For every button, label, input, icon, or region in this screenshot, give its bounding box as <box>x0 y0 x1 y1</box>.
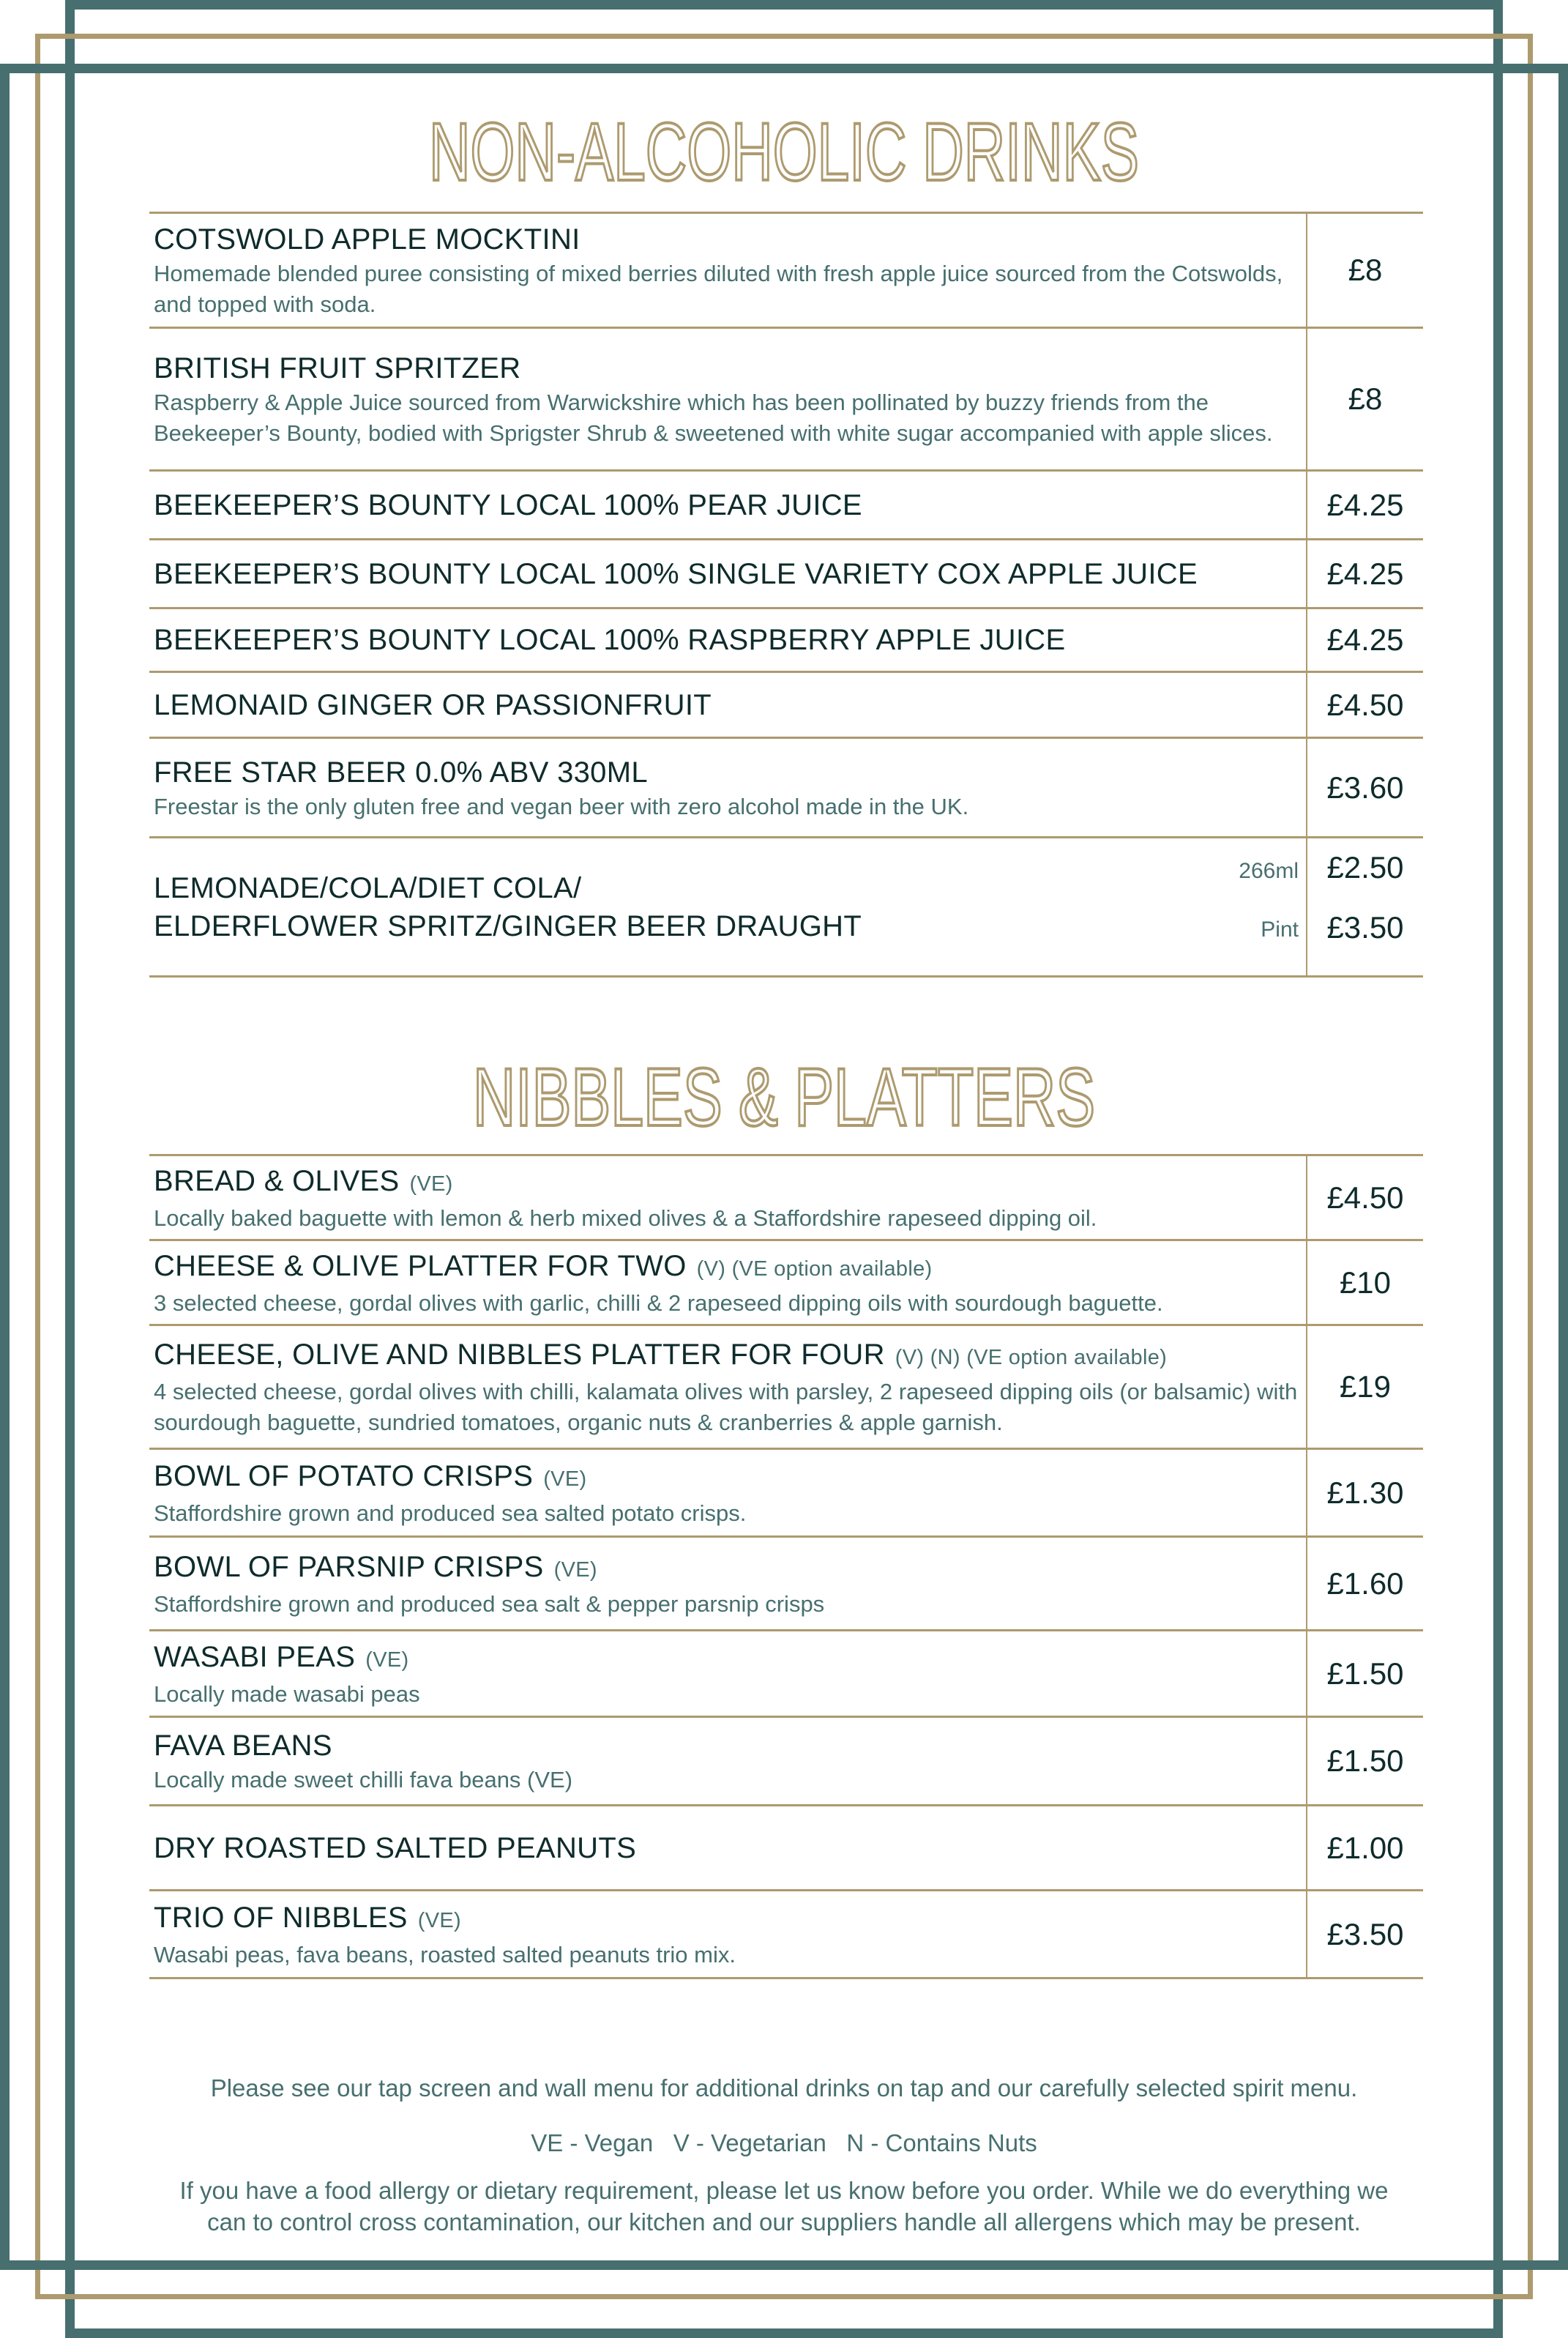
item-name-text: BOWL OF PARSNIP CRISPS <box>154 1550 544 1583</box>
size-label: Pint <box>1261 917 1299 942</box>
item-description: Freestar is the only gluten free and vegan beer with zero alcohol made in the UK. <box>154 793 969 819</box>
item-details <box>149 1806 1307 1889</box>
item-price: £3.50 <box>1326 1916 1404 1951</box>
menu-item <box>149 1806 1423 1891</box>
item-name <box>154 1247 1306 1288</box>
menu-item <box>149 1156 1423 1241</box>
item-name <box>154 555 1306 593</box>
item-name-text: BRITISH FRUIT SPRITZER <box>154 352 521 384</box>
item-description: Locally made wasabi peas <box>154 1680 420 1707</box>
item-price: £10 <box>1339 1265 1392 1300</box>
item-name <box>154 753 1306 792</box>
dietary-tag: (V) (N) (VE option available) <box>895 1346 1168 1369</box>
item-name <box>154 1829 1306 1867</box>
allergy-line-2: can to control cross contamination, our kitchen and our suppliers handle all allergens which may be present. <box>207 2208 1361 2235</box>
item-details <box>149 1631 1307 1716</box>
item-name <box>154 1336 1306 1377</box>
item-name <box>154 1638 1306 1679</box>
item-name-text: COTSWOLD APPLE MOCKTINI <box>154 223 580 256</box>
item-description: 3 selected cheese, gordal olives with garlic, chilli & 2 rapeseed dipping oils with sourdough baguette. <box>154 1289 1163 1316</box>
item-details <box>149 329 1307 469</box>
allergy-line-1: If you have a food allergy or dietary requirement, please let us know before you order. While we do everything we <box>179 2177 1389 2204</box>
item-name <box>154 1162 1306 1203</box>
item-description: Staffordshire grown and produced sea salt & pepper parsnip crisps <box>154 1590 825 1617</box>
item-name-text: LEMONADE/COLA/DIET COLA/ <box>154 871 582 904</box>
menu-item <box>149 1891 1423 1979</box>
item-description: Staffordshire grown and produced sea salted potato crisps. <box>154 1500 747 1526</box>
size-price: £3.50 <box>1326 910 1404 945</box>
item-description: 4 selected cheese, gordal olives with chilli, kalamata olives with parsley, 2 rapeseed dipping oils (or balsamic) with sourdough baguette, sundried tomatoes, organic nuts & cranberries & apple garnish. <box>154 1379 1298 1435</box>
menu-item <box>149 1718 1423 1806</box>
section-title: NON-ALCOHOLIC DRINKS <box>429 106 1139 198</box>
item-details <box>149 1241 1307 1324</box>
item-details <box>149 540 1307 607</box>
item-name-text: BEEKEEPER’S BOUNTY LOCAL 100% RASPBERRY APPLE JUICE <box>154 624 1066 656</box>
menu-item <box>149 1538 1423 1631</box>
item-name <box>154 349 1306 387</box>
item-name-text: LEMONAID GINGER OR PASSIONFRUIT <box>154 688 712 721</box>
menu-item <box>149 838 1423 978</box>
item-price: £8 <box>1348 253 1383 287</box>
size-options <box>1205 838 1307 975</box>
menu-item <box>149 1631 1423 1718</box>
item-price: £4.25 <box>1326 622 1404 657</box>
item-price: £1.00 <box>1326 1830 1404 1865</box>
menu-item <box>149 739 1423 838</box>
item-name-text: CHEESE & OLIVE PLATTER FOR TWO <box>154 1249 687 1282</box>
item-name-text: FREE STAR BEER 0.0% ABV 330ML <box>154 756 648 789</box>
item-price: £3.60 <box>1326 770 1404 805</box>
item-name-text: FAVA BEANS <box>154 1730 332 1762</box>
size-label: 266ml <box>1239 859 1299 883</box>
item-price: £8 <box>1348 381 1383 416</box>
dietary-tag: (VE) <box>409 1172 453 1196</box>
item-name <box>154 1899 1306 1940</box>
menu-item <box>149 1241 1423 1326</box>
dietary-tag: (VE) <box>417 1908 461 1932</box>
dietary-tag: (V) (VE option available) <box>696 1257 933 1281</box>
item-name <box>154 869 1306 907</box>
item-description: Locally made sweet chilli fava beans (VE) <box>154 1767 573 1792</box>
dietary-tag: (VE) <box>365 1648 409 1672</box>
menu-item <box>149 472 1423 540</box>
item-name-text: CHEESE, OLIVE AND NIBBLES PLATTER FOR FOUR <box>154 1339 885 1371</box>
item-details <box>149 1156 1307 1239</box>
item-name <box>154 621 1306 659</box>
item-price: £1.60 <box>1326 1566 1404 1601</box>
item-details <box>149 1450 1307 1535</box>
menu-item <box>149 673 1423 739</box>
item-name-text: BEEKEEPER’S BOUNTY LOCAL 100% PEAR JUICE <box>154 488 862 521</box>
nibbles-table <box>149 1154 1423 1979</box>
item-name <box>154 686 1306 724</box>
menu-item <box>149 540 1423 609</box>
item-price: £4.50 <box>1326 687 1404 722</box>
item-description: Locally baked baguette with lemon & herb mixed olives & a Staffordshire rapeseed dipping oil. <box>154 1205 1097 1231</box>
item-details <box>149 1538 1307 1629</box>
item-name-text: DRY ROASTED SALTED PEANUTS <box>154 1831 637 1864</box>
item-details <box>149 673 1307 737</box>
dietary-legend: VE - Vegan V - Vegetarian N - Contains Nuts <box>531 2129 1037 2156</box>
item-description: Raspberry & Apple Juice sourced from Warwickshire which has been pollinated by buzzy friends from the Beekeeper’s Bounty, bodied with Sprigster Shrub & sweetened with white sugar accompanied with apple slices. <box>154 390 1273 446</box>
dietary-tag: (VE) <box>543 1467 587 1491</box>
item-details <box>149 1718 1307 1804</box>
item-details <box>149 609 1307 671</box>
item-details <box>149 472 1307 538</box>
section-heading-drinks <box>0 106 1568 198</box>
menu-item <box>149 1326 1423 1450</box>
item-name <box>154 220 1306 258</box>
menu-item <box>149 329 1423 472</box>
item-details <box>149 739 1307 836</box>
footer-note: Please see our tap screen and wall menu for additional drinks on tap and our carefully selected spirit menu. <box>210 2074 1358 2101</box>
item-name-text: TRIO OF NIBBLES <box>154 1901 408 1934</box>
item-name-text: WASABI PEAS <box>154 1640 356 1673</box>
item-description: Wasabi peas, fava beans, roasted salted peanuts trio mix. <box>154 1941 736 1967</box>
item-name <box>154 486 1306 524</box>
item-price: £1.50 <box>1326 1656 1404 1691</box>
item-name-text: BOWL OF POTATO CRISPS <box>154 1459 534 1492</box>
section-heading-nibbles <box>0 1051 1568 1143</box>
item-details <box>149 214 1307 327</box>
item-name-line-2: ELDERFLOWER SPRITZ/GINGER BEER DRAUGHT <box>154 909 862 942</box>
item-name <box>154 1548 1306 1589</box>
item-price: £4.25 <box>1326 556 1404 591</box>
item-price: £1.30 <box>1326 1475 1404 1510</box>
section-title: NIBBLES & PLATTERS <box>473 1051 1095 1143</box>
item-name-text: BREAD & OLIVES <box>154 1164 400 1197</box>
item-name <box>154 1727 1306 1765</box>
item-description: Homemade blended puree consisting of mixed berries diluted with fresh apple juice sourced from the Cotswolds, and topped with soda. <box>154 261 1283 317</box>
menu-item <box>149 214 1423 329</box>
item-name <box>154 1457 1306 1498</box>
item-name-text: BEEKEEPER’S BOUNTY LOCAL 100% SINGLE VARIETY COX APPLE JUICE <box>154 557 1198 590</box>
menu-item <box>149 1450 1423 1538</box>
item-price: £4.25 <box>1326 487 1404 522</box>
size-price: £2.50 <box>1326 850 1404 885</box>
dietary-tag: (VE) <box>553 1557 597 1582</box>
item-details <box>149 1326 1307 1448</box>
item-details <box>149 838 1307 975</box>
item-details <box>149 1891 1307 1977</box>
item-price: £19 <box>1339 1369 1392 1404</box>
menu-item <box>149 609 1423 673</box>
drinks-table <box>149 212 1423 978</box>
item-price: £4.50 <box>1326 1180 1404 1215</box>
item-price: £1.50 <box>1326 1743 1404 1778</box>
